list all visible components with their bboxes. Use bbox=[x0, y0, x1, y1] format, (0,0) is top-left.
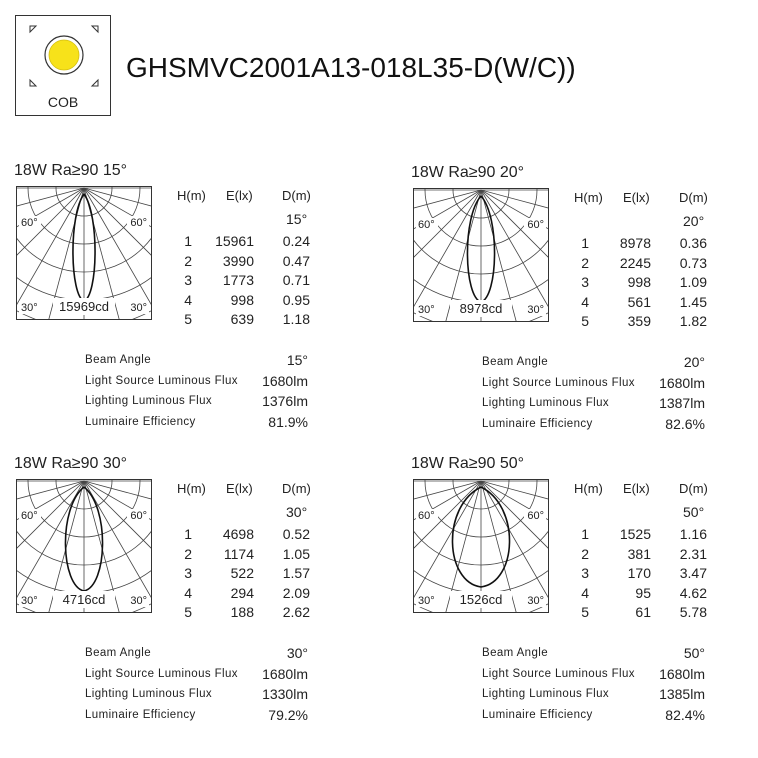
angle-label-right-30: 30° bbox=[130, 302, 147, 314]
row-diameter: 0.47 bbox=[282, 252, 310, 269]
angle-label-right-30: 30° bbox=[527, 595, 544, 607]
row-illuminance: 1773 bbox=[222, 272, 254, 288]
row-diameter: 3.47 bbox=[679, 565, 707, 581]
polar-diagram bbox=[16, 479, 152, 613]
table-header-diameter: D(m) bbox=[282, 188, 311, 203]
table-angle-label: 20° bbox=[683, 213, 705, 229]
panel-title: 18W Ra≥90 20° bbox=[411, 164, 525, 181]
row-height: 1 bbox=[581, 235, 589, 251]
table-header-diameter: D(m) bbox=[282, 481, 311, 496]
row-illuminance: 381 bbox=[627, 545, 651, 562]
spec-value-beam-angle: 15° bbox=[286, 352, 308, 368]
row-diameter: 2.31 bbox=[679, 545, 707, 562]
angle-label-left-30: 30° bbox=[21, 302, 38, 314]
row-illuminance: 998 bbox=[627, 274, 651, 290]
row-diameter: 0.71 bbox=[282, 272, 310, 288]
polar-diagram bbox=[413, 188, 549, 322]
spec-value-efficiency: 82.6% bbox=[665, 415, 705, 432]
row-diameter: 1.16 bbox=[679, 526, 707, 542]
row-illuminance: 359 bbox=[627, 313, 651, 329]
spec-value-beam-angle: 50° bbox=[683, 645, 705, 661]
table-header-height: H(m) bbox=[574, 481, 603, 496]
row-height: 3 bbox=[581, 274, 589, 290]
row-height: 4 bbox=[581, 293, 589, 310]
peak-intensity: 4716cd bbox=[62, 592, 106, 607]
table-header-height: H(m) bbox=[574, 190, 603, 205]
spec-value-luminaire-flux: 1330lm bbox=[262, 686, 308, 702]
peak-intensity: 15969cd bbox=[59, 299, 109, 314]
panel-title: 18W Ra≥90 50° bbox=[411, 455, 525, 472]
polar-diagram bbox=[413, 479, 549, 613]
spec-value-beam-angle: 20° bbox=[683, 354, 705, 370]
row-height: 1 bbox=[581, 526, 589, 542]
row-illuminance: 170 bbox=[627, 565, 651, 581]
model-number: GHSMVC2001A13-018L35-D(W/C)) bbox=[126, 52, 576, 83]
table-header-illuminance: E(lx) bbox=[226, 481, 253, 496]
row-illuminance: 1525 bbox=[619, 526, 651, 542]
row-diameter: 0.52 bbox=[282, 526, 310, 542]
angle-label-right-60: 60° bbox=[527, 219, 544, 231]
row-diameter: 0.95 bbox=[282, 291, 310, 308]
cob-icon-box bbox=[15, 15, 111, 116]
cob-label: COB bbox=[47, 94, 79, 110]
row-illuminance: 15961 bbox=[215, 233, 254, 249]
row-diameter: 0.73 bbox=[679, 254, 707, 271]
angle-label-left-60: 60° bbox=[418, 219, 435, 231]
spec-label-efficiency: Luminaire Efficiency bbox=[482, 708, 593, 721]
spec-value-efficiency: 79.2% bbox=[268, 706, 308, 723]
row-illuminance: 188 bbox=[230, 604, 254, 620]
row-height: 2 bbox=[184, 252, 192, 269]
row-diameter: 1.18 bbox=[282, 311, 310, 327]
row-illuminance: 8978 bbox=[619, 235, 651, 251]
spec-panel-15 bbox=[14, 162, 344, 442]
spec-value-luminaire-flux: 1387lm bbox=[659, 395, 705, 411]
row-illuminance: 522 bbox=[230, 565, 254, 581]
panel-title: 18W Ra≥90 15° bbox=[14, 162, 128, 179]
row-height: 2 bbox=[184, 545, 192, 562]
spec-label-efficiency: Luminaire Efficiency bbox=[85, 708, 196, 721]
row-illuminance: 61 bbox=[635, 604, 651, 620]
angle-label-right-30: 30° bbox=[527, 304, 544, 316]
row-height: 3 bbox=[184, 565, 192, 581]
angle-label-left-60: 60° bbox=[21, 510, 38, 522]
row-height: 4 bbox=[581, 584, 589, 601]
peak-intensity: 8978cd bbox=[459, 301, 503, 316]
row-diameter: 4.62 bbox=[679, 584, 707, 601]
row-illuminance: 294 bbox=[230, 584, 254, 601]
spec-panel-30 bbox=[14, 455, 344, 735]
spec-value-beam-angle: 30° bbox=[286, 645, 308, 661]
row-height: 2 bbox=[581, 545, 589, 562]
row-diameter: 2.09 bbox=[282, 584, 310, 601]
spec-label-source-flux: Light Source Luminous Flux bbox=[482, 667, 635, 680]
row-height: 5 bbox=[581, 313, 589, 329]
row-diameter: 1.05 bbox=[282, 545, 310, 562]
spec-panel-50 bbox=[411, 455, 741, 735]
row-height: 3 bbox=[581, 565, 589, 581]
spec-label-efficiency: Luminaire Efficiency bbox=[482, 417, 593, 430]
row-height: 4 bbox=[184, 291, 192, 308]
spec-label-source-flux: Light Source Luminous Flux bbox=[85, 667, 238, 680]
row-height: 1 bbox=[184, 233, 192, 249]
table-header-height: H(m) bbox=[177, 481, 206, 496]
table-header-illuminance: E(lx) bbox=[623, 481, 650, 496]
spec-label-luminaire-flux: Lighting Luminous Flux bbox=[85, 395, 213, 407]
angle-label-right-60: 60° bbox=[130, 217, 147, 229]
row-diameter: 2.62 bbox=[282, 604, 310, 620]
row-height: 2 bbox=[581, 254, 589, 271]
spec-label-source-flux: Light Source Luminous Flux bbox=[482, 376, 635, 389]
table-header-diameter: D(m) bbox=[679, 190, 708, 205]
spec-label-luminaire-flux: Lighting Luminous Flux bbox=[85, 688, 213, 700]
spec-value-luminaire-flux: 1385lm bbox=[659, 686, 705, 702]
row-diameter: 1.09 bbox=[679, 274, 707, 290]
spec-label-beam-angle: Beam Angle bbox=[85, 647, 152, 659]
spec-value-source-flux: 1680lm bbox=[659, 665, 705, 682]
row-height: 4 bbox=[184, 584, 192, 601]
row-illuminance: 95 bbox=[635, 584, 651, 601]
angle-label-left-30: 30° bbox=[418, 595, 435, 607]
spec-label-luminaire-flux: Lighting Luminous Flux bbox=[482, 688, 610, 700]
spec-value-source-flux: 1680lm bbox=[659, 374, 705, 391]
table-angle-label: 15° bbox=[286, 211, 308, 227]
spec-value-efficiency: 82.4% bbox=[665, 706, 705, 723]
polar-diagram bbox=[16, 186, 152, 320]
spec-value-source-flux: 1680lm bbox=[262, 665, 308, 682]
spec-value-source-flux: 1680lm bbox=[262, 372, 308, 389]
row-illuminance: 998 bbox=[230, 291, 254, 308]
row-illuminance: 561 bbox=[627, 293, 651, 310]
angle-label-right-60: 60° bbox=[527, 510, 544, 522]
row-height: 3 bbox=[184, 272, 192, 288]
row-diameter: 5.78 bbox=[679, 604, 707, 620]
spec-label-beam-angle: Beam Angle bbox=[482, 356, 549, 368]
row-diameter: 1.57 bbox=[282, 565, 310, 581]
spec-label-source-flux: Light Source Luminous Flux bbox=[85, 374, 238, 387]
angle-label-left-30: 30° bbox=[418, 304, 435, 316]
row-illuminance: 2245 bbox=[619, 254, 651, 271]
angle-label-left-60: 60° bbox=[21, 217, 38, 229]
spec-value-luminaire-flux: 1376lm bbox=[262, 393, 308, 409]
row-illuminance: 639 bbox=[230, 311, 254, 327]
table-angle-label: 30° bbox=[286, 504, 308, 520]
angle-label-left-60: 60° bbox=[418, 510, 435, 522]
row-diameter: 1.82 bbox=[679, 313, 707, 329]
row-diameter: 1.45 bbox=[679, 293, 707, 310]
table-header-height: H(m) bbox=[177, 188, 206, 203]
table-header-illuminance: E(lx) bbox=[623, 190, 650, 205]
row-illuminance: 3990 bbox=[222, 252, 254, 269]
peak-intensity: 1526cd bbox=[459, 592, 503, 607]
spec-label-luminaire-flux: Lighting Luminous Flux bbox=[482, 397, 610, 409]
angle-label-right-60: 60° bbox=[130, 510, 147, 522]
row-height: 1 bbox=[184, 526, 192, 542]
spec-panel-20 bbox=[411, 164, 741, 444]
table-header-diameter: D(m) bbox=[679, 481, 708, 496]
spec-value-efficiency: 81.9% bbox=[268, 413, 308, 430]
row-illuminance: 1174 bbox=[223, 545, 254, 562]
angle-label-right-30: 30° bbox=[130, 595, 147, 607]
table-angle-label: 50° bbox=[683, 504, 705, 520]
spec-label-beam-angle: Beam Angle bbox=[85, 354, 152, 366]
spec-label-beam-angle: Beam Angle bbox=[482, 647, 549, 659]
panel-title: 18W Ra≥90 30° bbox=[14, 455, 128, 472]
row-height: 5 bbox=[581, 604, 589, 620]
row-diameter: 0.24 bbox=[282, 233, 310, 249]
spec-label-efficiency: Luminaire Efficiency bbox=[85, 415, 196, 428]
row-height: 5 bbox=[184, 311, 192, 327]
angle-label-left-30: 30° bbox=[21, 595, 38, 607]
row-illuminance: 4698 bbox=[222, 526, 254, 542]
row-height: 5 bbox=[184, 604, 192, 620]
table-header-illuminance: E(lx) bbox=[226, 188, 253, 203]
row-diameter: 0.36 bbox=[679, 235, 707, 251]
